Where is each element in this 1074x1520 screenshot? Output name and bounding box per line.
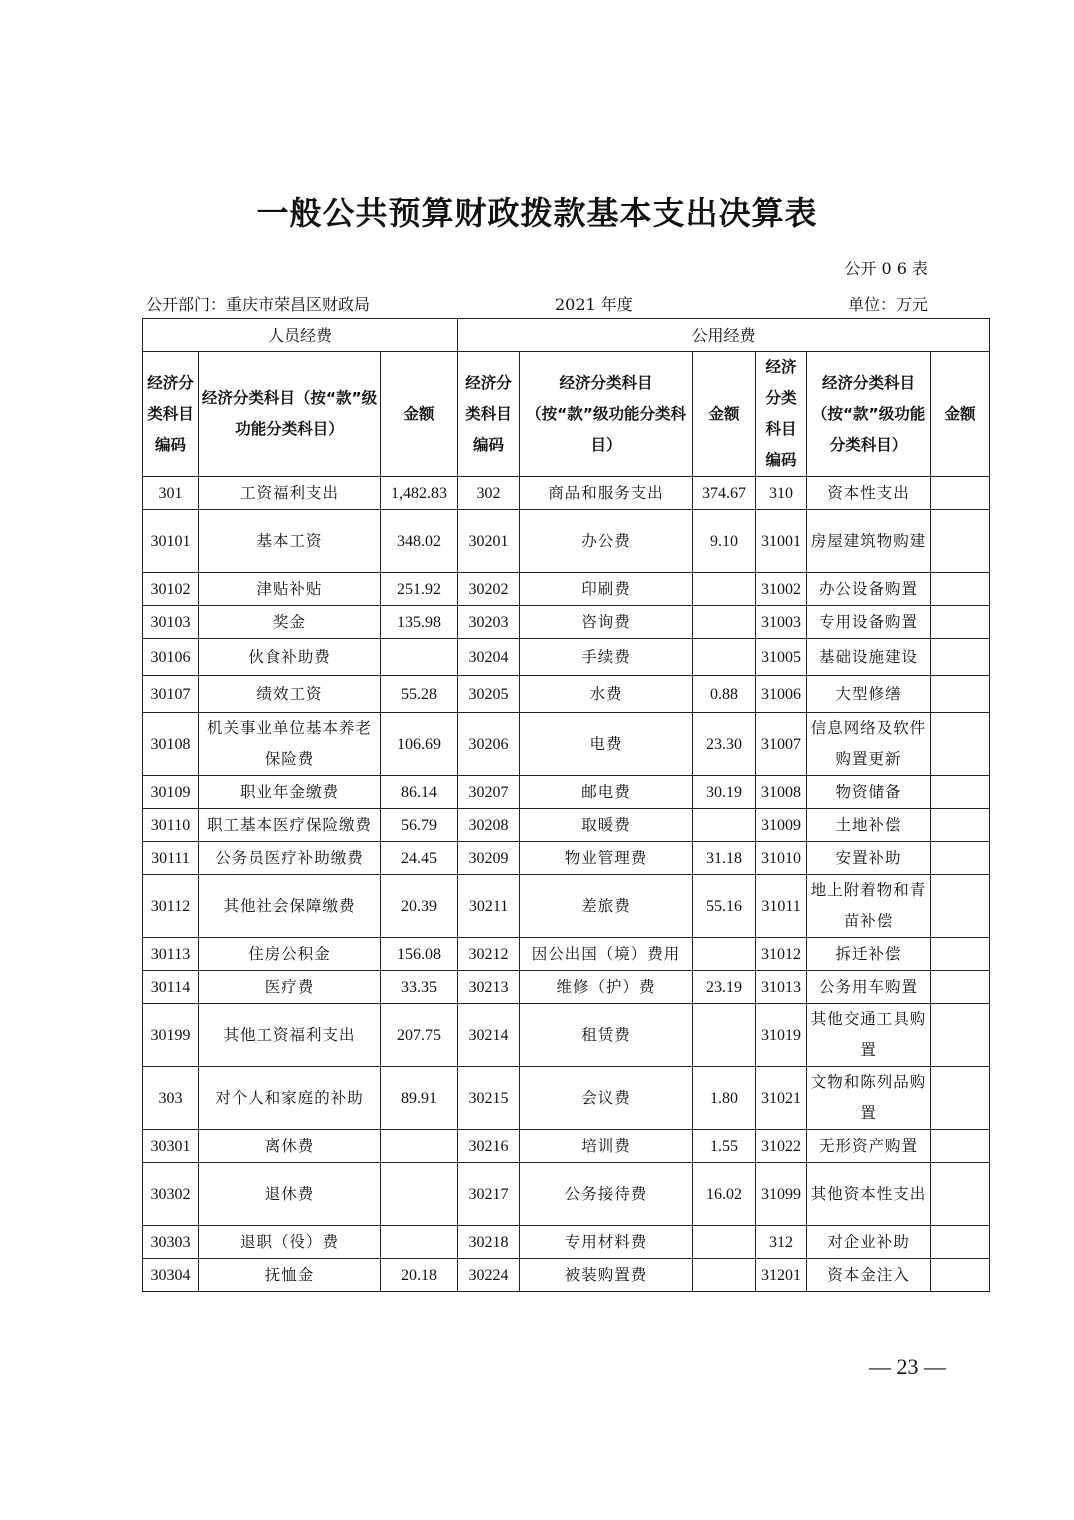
capital-amount-cell bbox=[931, 842, 990, 875]
public-amount-cell bbox=[693, 573, 756, 606]
group-header-public: 公用经费 bbox=[458, 319, 990, 352]
page-number: — 23 — bbox=[869, 1354, 946, 1379]
personnel-code-cell: 30107 bbox=[143, 676, 199, 713]
capital-subject-cell: 地上附着物和青苗补偿 bbox=[807, 875, 931, 938]
capital-amount-cell bbox=[931, 938, 990, 971]
personnel-subject-cell: 伙食补助费 bbox=[199, 639, 381, 676]
public-subject-cell: 印刷费 bbox=[520, 573, 693, 606]
public-code-cell: 30213 bbox=[458, 971, 520, 1004]
capital-code-cell: 31003 bbox=[756, 606, 807, 639]
col-header-code: 经济分类科目编码 bbox=[143, 352, 199, 477]
capital-subject-cell: 公务用车购置 bbox=[807, 971, 931, 1004]
public-subject-cell: 被装购置费 bbox=[520, 1259, 693, 1292]
personnel-subject-cell: 绩效工资 bbox=[199, 676, 381, 713]
public-code-cell: 30208 bbox=[458, 809, 520, 842]
public-code-cell: 30203 bbox=[458, 606, 520, 639]
capital-code-cell: 312 bbox=[756, 1226, 807, 1259]
personnel-amount-cell: 156.08 bbox=[381, 938, 458, 971]
personnel-code-cell: 30199 bbox=[143, 1004, 199, 1067]
capital-subject-cell: 办公设备购置 bbox=[807, 573, 931, 606]
personnel-amount-cell bbox=[381, 1226, 458, 1259]
capital-code-cell: 31019 bbox=[756, 1004, 807, 1067]
capital-code-cell: 31006 bbox=[756, 676, 807, 713]
capital-subject-cell: 物资储备 bbox=[807, 776, 931, 809]
personnel-subject-cell: 医疗费 bbox=[199, 971, 381, 1004]
personnel-amount-cell: 135.98 bbox=[381, 606, 458, 639]
capital-amount-cell bbox=[931, 1226, 990, 1259]
col-header-subject: 经济分类科目（按“款”级功能分类科目） bbox=[199, 352, 381, 477]
public-code-cell: 30215 bbox=[458, 1067, 520, 1130]
public-code-cell: 30217 bbox=[458, 1163, 520, 1226]
public-subject-cell: 物业管理费 bbox=[520, 842, 693, 875]
public-amount-cell: 9.10 bbox=[693, 510, 756, 573]
personnel-code-cell: 30304 bbox=[143, 1259, 199, 1292]
capital-code-cell: 31201 bbox=[756, 1259, 807, 1292]
personnel-subject-cell: 奖金 bbox=[199, 606, 381, 639]
public-subject-cell: 取暖费 bbox=[520, 809, 693, 842]
personnel-subject-cell: 其他社会保障缴费 bbox=[199, 875, 381, 938]
public-subject-cell: 手续费 bbox=[520, 639, 693, 676]
personnel-amount-cell: 33.35 bbox=[381, 971, 458, 1004]
public-code-cell: 30202 bbox=[458, 573, 520, 606]
department-label: 公开部门：重庆市荣昌区财政局 bbox=[146, 295, 371, 314]
capital-amount-cell bbox=[931, 510, 990, 573]
capital-amount-cell bbox=[931, 875, 990, 938]
personnel-code-cell: 30301 bbox=[143, 1130, 199, 1163]
public-amount-cell bbox=[693, 1226, 756, 1259]
capital-code-cell: 31012 bbox=[756, 938, 807, 971]
public-amount-cell: 23.30 bbox=[693, 713, 756, 776]
personnel-amount-cell bbox=[381, 1163, 458, 1226]
capital-subject-cell: 房屋建筑物购建 bbox=[807, 510, 931, 573]
capital-code-cell: 31011 bbox=[756, 875, 807, 938]
personnel-code-cell: 30103 bbox=[143, 606, 199, 639]
table-row bbox=[143, 776, 990, 809]
capital-subject-cell: 大型修缮 bbox=[807, 676, 931, 713]
personnel-code-cell: 30113 bbox=[143, 938, 199, 971]
group-header-personnel: 人员经费 bbox=[143, 319, 458, 352]
personnel-amount-cell: 1,482.83 bbox=[381, 477, 458, 510]
col-header-subject: 经济分类科目（按“款”级功能分类科目） bbox=[520, 352, 693, 477]
public-amount-cell: 55.16 bbox=[693, 875, 756, 938]
capital-amount-cell bbox=[931, 809, 990, 842]
public-code-cell: 30207 bbox=[458, 776, 520, 809]
personnel-subject-cell: 工资福利支出 bbox=[199, 477, 381, 510]
public-subject-cell: 会议费 bbox=[520, 1067, 693, 1130]
public-amount-cell: 23.19 bbox=[693, 971, 756, 1004]
table-row bbox=[143, 510, 990, 573]
table-row bbox=[143, 676, 990, 713]
col-header-amount: 金额 bbox=[381, 352, 458, 477]
public-code-cell: 30211 bbox=[458, 875, 520, 938]
personnel-code-cell: 30114 bbox=[143, 971, 199, 1004]
table-row bbox=[143, 1004, 990, 1067]
capital-code-cell: 31008 bbox=[756, 776, 807, 809]
personnel-amount-cell: 20.39 bbox=[381, 875, 458, 938]
col-header-amount: 金额 bbox=[931, 352, 990, 477]
personnel-code-cell: 30110 bbox=[143, 809, 199, 842]
personnel-subject-cell: 抚恤金 bbox=[199, 1259, 381, 1292]
public-amount-cell: 16.02 bbox=[693, 1163, 756, 1226]
capital-code-cell: 310 bbox=[756, 477, 807, 510]
public-code-cell: 30212 bbox=[458, 938, 520, 971]
personnel-subject-cell: 对个人和家庭的补助 bbox=[199, 1067, 381, 1130]
capital-code-cell: 31022 bbox=[756, 1130, 807, 1163]
public-amount-cell: 30.19 bbox=[693, 776, 756, 809]
page-title: 一般公共预算财政拨款基本支出决算表 bbox=[256, 194, 818, 232]
personnel-code-cell: 303 bbox=[143, 1067, 199, 1130]
form-number: 公开 0 6 表 bbox=[844, 259, 928, 278]
personnel-code-cell: 30112 bbox=[143, 875, 199, 938]
capital-subject-cell: 安置补助 bbox=[807, 842, 931, 875]
public-code-cell: 30209 bbox=[458, 842, 520, 875]
capital-subject-cell: 资本性支出 bbox=[807, 477, 931, 510]
personnel-code-cell: 30303 bbox=[143, 1226, 199, 1259]
capital-code-cell: 31021 bbox=[756, 1067, 807, 1130]
personnel-amount-cell: 207.75 bbox=[381, 1004, 458, 1067]
public-amount-cell: 1.80 bbox=[693, 1067, 756, 1130]
capital-subject-cell: 其他交通工具购置 bbox=[807, 1004, 931, 1067]
capital-amount-cell bbox=[931, 713, 990, 776]
public-amount-cell bbox=[693, 639, 756, 676]
capital-subject-cell: 文物和陈列品购置 bbox=[807, 1067, 931, 1130]
personnel-subject-cell: 职业年金缴费 bbox=[199, 776, 381, 809]
table-row bbox=[143, 477, 990, 510]
personnel-code-cell: 30102 bbox=[143, 573, 199, 606]
capital-amount-cell bbox=[931, 1163, 990, 1226]
personnel-subject-cell: 公务员医疗补助缴费 bbox=[199, 842, 381, 875]
public-amount-cell bbox=[693, 938, 756, 971]
capital-code-cell: 31099 bbox=[756, 1163, 807, 1226]
personnel-subject-cell: 津贴补贴 bbox=[199, 573, 381, 606]
capital-amount-cell bbox=[931, 1259, 990, 1292]
capital-subject-cell: 无形资产购置 bbox=[807, 1130, 931, 1163]
table-row bbox=[143, 1130, 990, 1163]
personnel-amount-cell: 106.69 bbox=[381, 713, 458, 776]
public-amount-cell: 374.67 bbox=[693, 477, 756, 510]
personnel-amount-cell bbox=[381, 1130, 458, 1163]
capital-amount-cell bbox=[931, 1130, 990, 1163]
personnel-amount-cell: 24.45 bbox=[381, 842, 458, 875]
public-subject-cell: 因公出国（境）费用 bbox=[520, 938, 693, 971]
table-row bbox=[143, 1163, 990, 1226]
personnel-subject-cell: 其他工资福利支出 bbox=[199, 1004, 381, 1067]
public-code-cell: 30201 bbox=[458, 510, 520, 573]
personnel-code-cell: 30302 bbox=[143, 1163, 199, 1226]
public-subject-cell: 公务接待费 bbox=[520, 1163, 693, 1226]
public-code-cell: 30216 bbox=[458, 1130, 520, 1163]
public-subject-cell: 水费 bbox=[520, 676, 693, 713]
personnel-amount-cell bbox=[381, 639, 458, 676]
fiscal-year: 2021 年度 bbox=[555, 295, 633, 314]
unit-label: 单位：万元 bbox=[847, 295, 928, 314]
table-row bbox=[143, 1259, 990, 1292]
capital-amount-cell bbox=[931, 1004, 990, 1067]
public-code-cell: 30205 bbox=[458, 676, 520, 713]
capital-subject-cell: 信息网络及软件购置更新 bbox=[807, 713, 931, 776]
personnel-subject-cell: 退职（役）费 bbox=[199, 1226, 381, 1259]
table-row bbox=[143, 842, 990, 875]
table-row bbox=[143, 1226, 990, 1259]
capital-code-cell: 31007 bbox=[756, 713, 807, 776]
capital-amount-cell bbox=[931, 639, 990, 676]
personnel-code-cell: 30101 bbox=[143, 510, 199, 573]
personnel-subject-cell: 退休费 bbox=[199, 1163, 381, 1226]
public-subject-cell: 商品和服务支出 bbox=[520, 477, 693, 510]
public-code-cell: 30206 bbox=[458, 713, 520, 776]
public-code-cell: 30218 bbox=[458, 1226, 520, 1259]
public-amount-cell: 0.88 bbox=[693, 676, 756, 713]
public-code-cell: 30214 bbox=[458, 1004, 520, 1067]
personnel-amount-cell: 86.14 bbox=[381, 776, 458, 809]
capital-code-cell: 31002 bbox=[756, 573, 807, 606]
col-header-code: 经济分类科目编码 bbox=[756, 352, 807, 477]
capital-amount-cell bbox=[931, 606, 990, 639]
capital-amount-cell bbox=[931, 477, 990, 510]
capital-subject-cell: 土地补偿 bbox=[807, 809, 931, 842]
capital-amount-cell bbox=[931, 1067, 990, 1130]
table-row bbox=[143, 875, 990, 938]
public-code-cell: 30204 bbox=[458, 639, 520, 676]
budget-table bbox=[142, 318, 990, 1292]
public-subject-cell: 租赁费 bbox=[520, 1004, 693, 1067]
capital-amount-cell bbox=[931, 971, 990, 1004]
public-subject-cell: 差旅费 bbox=[520, 875, 693, 938]
col-header-subject: 经济分类科目（按“款”级功能分类科目） bbox=[807, 352, 931, 477]
capital-subject-cell: 拆迁补偿 bbox=[807, 938, 931, 971]
personnel-amount-cell: 20.18 bbox=[381, 1259, 458, 1292]
table-row bbox=[143, 938, 990, 971]
capital-code-cell: 31005 bbox=[756, 639, 807, 676]
capital-subject-cell: 对企业补助 bbox=[807, 1226, 931, 1259]
table-row bbox=[143, 1067, 990, 1130]
personnel-subject-cell: 住房公积金 bbox=[199, 938, 381, 971]
personnel-subject-cell: 离休费 bbox=[199, 1130, 381, 1163]
personnel-code-cell: 30111 bbox=[143, 842, 199, 875]
public-subject-cell: 维修（护）费 bbox=[520, 971, 693, 1004]
personnel-amount-cell: 251.92 bbox=[381, 573, 458, 606]
public-amount-cell bbox=[693, 606, 756, 639]
personnel-amount-cell: 348.02 bbox=[381, 510, 458, 573]
capital-amount-cell bbox=[931, 776, 990, 809]
public-subject-cell: 培训费 bbox=[520, 1130, 693, 1163]
personnel-subject-cell: 机关事业单位基本养老保险费 bbox=[199, 713, 381, 776]
capital-amount-cell bbox=[931, 573, 990, 606]
personnel-subject-cell: 基本工资 bbox=[199, 510, 381, 573]
capital-subject-cell: 专用设备购置 bbox=[807, 606, 931, 639]
table-row bbox=[143, 809, 990, 842]
capital-amount-cell bbox=[931, 676, 990, 713]
personnel-code-cell: 30109 bbox=[143, 776, 199, 809]
public-amount-cell bbox=[693, 1004, 756, 1067]
col-header-amount: 金额 bbox=[693, 352, 756, 477]
capital-subject-cell: 资本金注入 bbox=[807, 1259, 931, 1292]
capital-code-cell: 31009 bbox=[756, 809, 807, 842]
public-subject-cell: 邮电费 bbox=[520, 776, 693, 809]
public-amount-cell bbox=[693, 809, 756, 842]
personnel-code-cell: 30106 bbox=[143, 639, 199, 676]
public-amount-cell: 1.55 bbox=[693, 1130, 756, 1163]
public-amount-cell bbox=[693, 1259, 756, 1292]
personnel-amount-cell: 55.28 bbox=[381, 676, 458, 713]
public-subject-cell: 电费 bbox=[520, 713, 693, 776]
capital-code-cell: 31010 bbox=[756, 842, 807, 875]
public-code-cell: 30224 bbox=[458, 1259, 520, 1292]
public-subject-cell: 专用材料费 bbox=[520, 1226, 693, 1259]
table-row bbox=[143, 713, 990, 776]
col-header-code: 经济分类科目编码 bbox=[458, 352, 520, 477]
table-row bbox=[143, 971, 990, 1004]
personnel-subject-cell: 职工基本医疗保险缴费 bbox=[199, 809, 381, 842]
capital-subject-cell: 基础设施建设 bbox=[807, 639, 931, 676]
personnel-amount-cell: 56.79 bbox=[381, 809, 458, 842]
capital-code-cell: 31013 bbox=[756, 971, 807, 1004]
personnel-code-cell: 301 bbox=[143, 477, 199, 510]
table-row bbox=[143, 606, 990, 639]
table-row bbox=[143, 639, 990, 676]
public-code-cell: 302 bbox=[458, 477, 520, 510]
public-amount-cell: 31.18 bbox=[693, 842, 756, 875]
personnel-amount-cell: 89.91 bbox=[381, 1067, 458, 1130]
personnel-code-cell: 30108 bbox=[143, 713, 199, 776]
public-subject-cell: 办公费 bbox=[520, 510, 693, 573]
capital-subject-cell: 其他资本性支出 bbox=[807, 1163, 931, 1226]
capital-code-cell: 31001 bbox=[756, 510, 807, 573]
table-row bbox=[143, 573, 990, 606]
public-subject-cell: 咨询费 bbox=[520, 606, 693, 639]
